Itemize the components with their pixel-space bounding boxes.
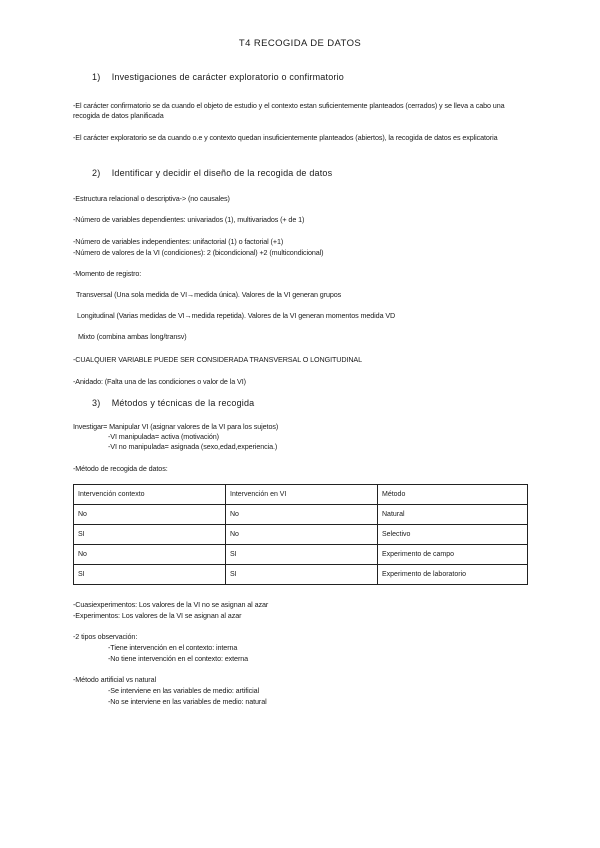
table-row <box>74 545 528 565</box>
table-header-cell: Intervención en VI <box>226 485 378 505</box>
section-2-line-9: -CUALQUIER VARIABLE PUEDE SER CONSIDERADA TRANSVERSAL O LONGITUDINAL <box>73 355 363 364</box>
table-cell: SI <box>74 565 226 585</box>
section-3-line-6: -Experimentos: Los valores de la VI se asignan al azar <box>73 611 242 620</box>
section-2-transversal: Transversal (Una sola medida de VI→medida única). Valores de la VI generan grupos <box>76 290 342 299</box>
section-2-line-3: -Número de variables independientes: unifactorial (1) o factorial (+1) <box>73 237 284 246</box>
section-2-line-1: -Estructura relacional o descriptiva-> (no causales) <box>73 194 230 203</box>
section-1-paragraph-1: -El carácter confirmatorio se da cuando el objeto de estudio y el contexto estan suficientemente planteados (cerrados) y se lleva a cabo una recogida de datos planificada <box>73 101 505 120</box>
table-cell: No <box>226 505 378 525</box>
section-2-line-5: -Momento de registro: <box>73 269 142 278</box>
section-2-mixto: Mixto (combina ambas long/transv) <box>78 332 187 341</box>
section-2-number: 2) <box>92 168 101 178</box>
table-header-cell: Intervención contexto <box>74 485 226 505</box>
section-3-line-4: -Método de recogida de datos: <box>73 464 168 473</box>
table-cell: SI <box>226 565 378 585</box>
section-1-title: Investigaciones de carácter exploratorio o confirmatorio <box>111 72 345 82</box>
section-3-line-9: -No tiene intervención en el contexto: externa <box>108 654 249 663</box>
table-row <box>74 525 528 545</box>
section-3-line-11: -Se interviene en las variables de medio: artificial <box>108 686 260 695</box>
table-cell: No <box>226 525 378 545</box>
section-3-title: Métodos y técnicas de la recogida <box>111 398 255 408</box>
table-cell: SI <box>74 525 226 545</box>
table-cell: SI <box>226 545 378 565</box>
section-2-heading <box>92 168 332 178</box>
section-3-line-7: -2 tipos observación: <box>73 632 138 641</box>
section-3-line-3: -VI no manipulada= asignada (sexo,edad,experiencia.) <box>108 442 278 451</box>
section-2-line-10: -Anidado: (Falta una de las condiciones o valor de la VI) <box>73 377 246 386</box>
section-3-line-1: Investigar= Manipular VI (asignar valores de la VI para los sujetos) <box>73 422 279 431</box>
section-3-heading <box>92 398 254 408</box>
table-header-cell: Método <box>378 485 528 505</box>
section-1-heading <box>92 72 344 82</box>
section-1-paragraph-2: -El carácter exploratorio se da cuando o.e y contexto quedan insuficientemente planteados (abiertos), la recogida de datos es explicatoria <box>73 133 498 142</box>
section-3-line-12: -No se interviene en las variables de medio: natural <box>108 697 267 706</box>
section-3-line-10: -Método artificial vs natural <box>73 675 156 684</box>
table-cell: Experimento de campo <box>378 545 528 565</box>
section-2-line-2: -Número de variables dependientes: univariados (1), multivariados (+ de 1) <box>73 215 305 224</box>
page-title: T4 RECOGIDA DE DATOS <box>238 38 362 49</box>
table-cell: No <box>74 505 226 525</box>
section-3-line-2: -VI manipulada= activa (motivación) <box>108 432 219 441</box>
section-2-title: Identificar y decidir el diseño de la recogida de datos <box>111 168 333 178</box>
section-3-line-8: -Tiene intervención en el contexto: interna <box>108 643 238 652</box>
table-header-row <box>74 485 528 505</box>
methods-table <box>73 484 528 585</box>
section-3-number: 3) <box>92 398 101 408</box>
table-cell: Natural <box>378 505 528 525</box>
table-row <box>74 505 528 525</box>
section-2-longitudinal: Longitudinal (Varias medidas de VI→medida repetida). Valores de la VI generan momentos medida VD <box>77 311 396 320</box>
section-3-line-5: -Cuasiexperimentos: Los valores de la VI no se asignan al azar <box>73 600 269 609</box>
table-cell: No <box>74 545 226 565</box>
section-1-number: 1) <box>92 72 101 82</box>
table-row <box>74 565 528 585</box>
table-cell: Experimento de laboratorio <box>378 565 528 585</box>
section-2-line-4: -Número de valores de la VI (condiciones): 2 (bicondicional) +2 (multicondicional) <box>73 248 324 257</box>
table-cell: Selectivo <box>378 525 528 545</box>
